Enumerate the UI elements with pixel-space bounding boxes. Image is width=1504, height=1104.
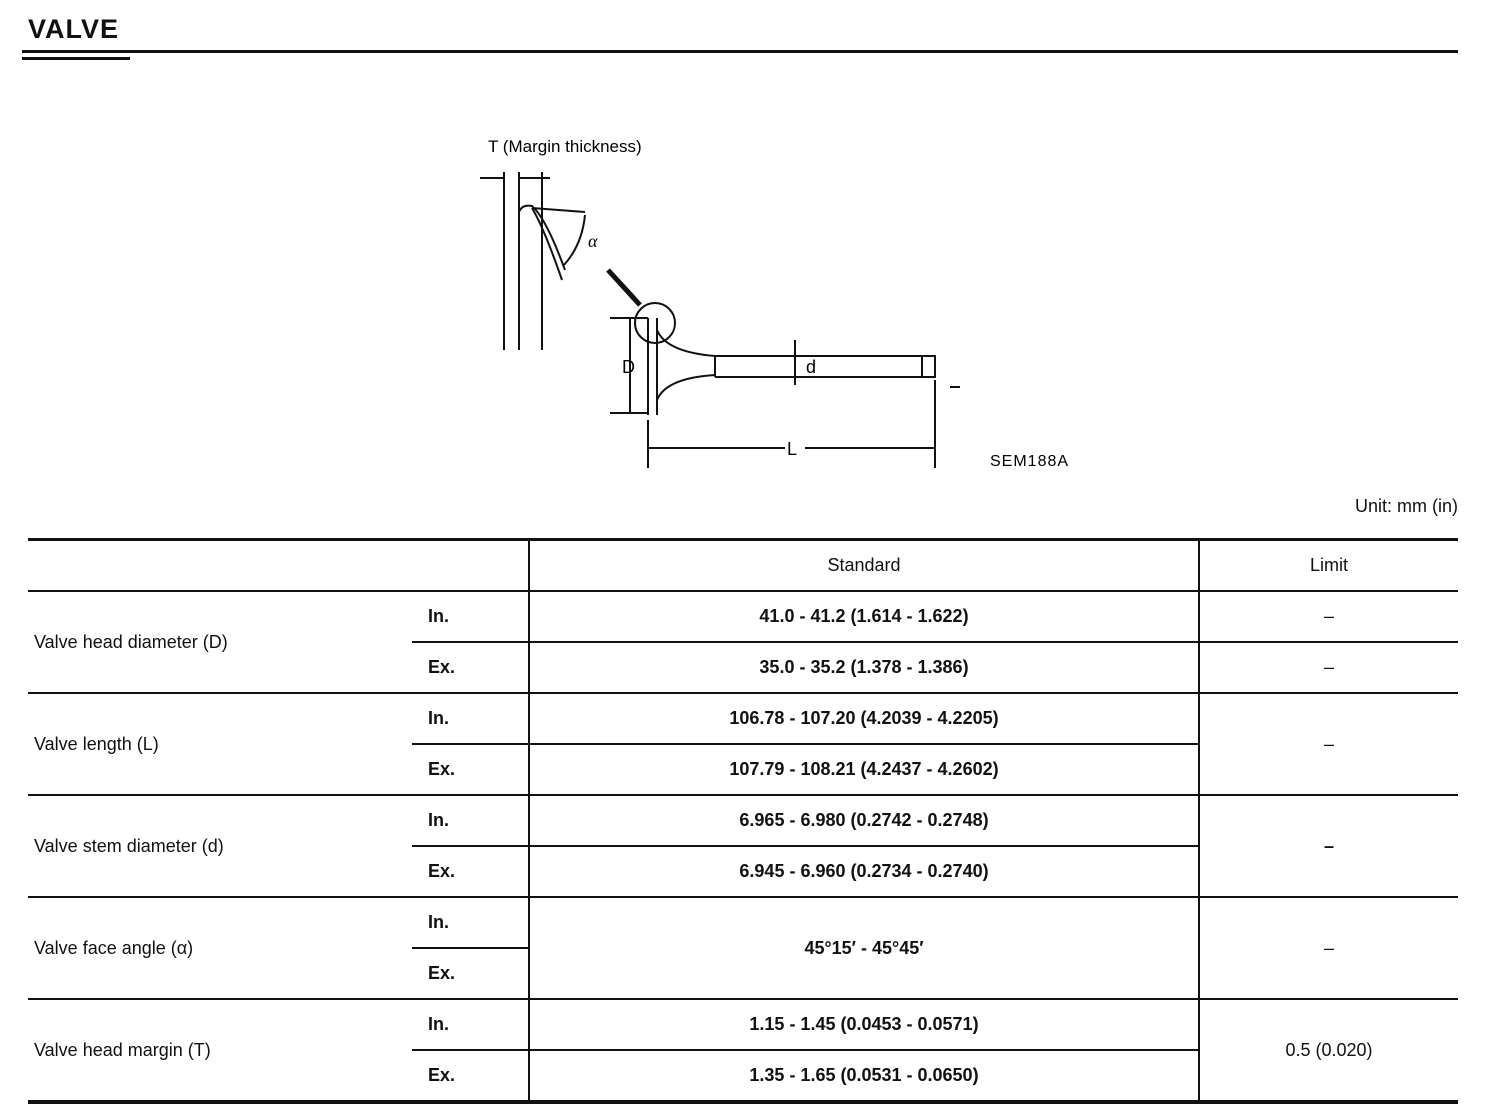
valve-spec-table xyxy=(28,538,1458,1104)
head-D-label: D xyxy=(622,357,635,377)
figure-code: SEM188A xyxy=(990,453,1070,470)
row-limit-in: – xyxy=(1199,591,1458,642)
row-standard-in: 106.78 - 107.20 (4.2039 - 4.2205) xyxy=(529,693,1199,744)
row-side-ex: Ex. xyxy=(412,642,529,693)
stem-d-label: d xyxy=(806,357,817,377)
page-title: VALVE xyxy=(28,14,120,44)
row-limit: – xyxy=(1199,897,1458,999)
header-item xyxy=(28,540,529,592)
row-standard-ex: 35.0 - 35.2 (1.378 - 1.386) xyxy=(529,642,1199,693)
table-row xyxy=(28,591,1458,642)
row-side-in: In. xyxy=(412,591,529,642)
valve-diagram xyxy=(460,120,1120,490)
row-standard-ex: 107.79 - 108.21 (4.2437 - 4.2602) xyxy=(529,744,1199,795)
row-standard-ex: 6.945 - 6.960 (0.2734 - 0.2740) xyxy=(529,846,1199,897)
unit-note: Unit: mm (in) xyxy=(1355,496,1458,516)
length-L-label: L xyxy=(787,439,798,459)
row-standard-in: 6.965 - 6.980 (0.2742 - 0.2748) xyxy=(529,795,1199,846)
row-item: Valve length (L) xyxy=(28,693,412,795)
table-row xyxy=(28,795,1458,846)
row-side-in: In. xyxy=(412,693,529,744)
row-side-ex: Ex. xyxy=(412,744,529,795)
row-side-in: In. xyxy=(412,795,529,846)
row-side-in: In. xyxy=(412,999,529,1050)
title-underline xyxy=(22,57,130,60)
row-limit: – xyxy=(1199,795,1458,897)
row-limit: 0.5 (0.020) xyxy=(1199,999,1458,1102)
row-item: Valve stem diameter (d) xyxy=(28,795,412,897)
row-side-in: In. xyxy=(412,897,529,948)
row-side-ex: Ex. xyxy=(412,846,529,897)
row-standard: 45°15′ - 45°45′ xyxy=(529,897,1199,999)
header-limit: Limit xyxy=(1199,540,1458,592)
alpha-label: α xyxy=(588,231,598,251)
row-standard-in: 41.0 - 41.2 (1.614 - 1.622) xyxy=(529,591,1199,642)
row-standard-in: 1.15 - 1.45 (0.0453 - 0.0571) xyxy=(529,999,1199,1050)
row-item: Valve head margin (T) xyxy=(28,999,412,1102)
row-item: Valve head diameter (D) xyxy=(28,591,412,693)
row-side-ex: Ex. xyxy=(412,1050,529,1102)
title-divider xyxy=(22,50,1458,53)
margin-thickness-label: T (Margin thickness) xyxy=(488,137,642,156)
header-standard: Standard xyxy=(529,540,1199,592)
table-row xyxy=(28,693,1458,744)
row-limit-ex: – xyxy=(1199,642,1458,693)
row-item: Valve face angle (α) xyxy=(28,897,412,999)
row-limit: – xyxy=(1199,693,1458,795)
table-header-row xyxy=(28,540,1458,592)
table-row xyxy=(28,999,1458,1050)
row-side-ex: Ex. xyxy=(412,948,529,999)
row-standard-ex: 1.35 - 1.65 (0.0531 - 0.0650) xyxy=(529,1050,1199,1102)
table-row xyxy=(28,897,1458,948)
